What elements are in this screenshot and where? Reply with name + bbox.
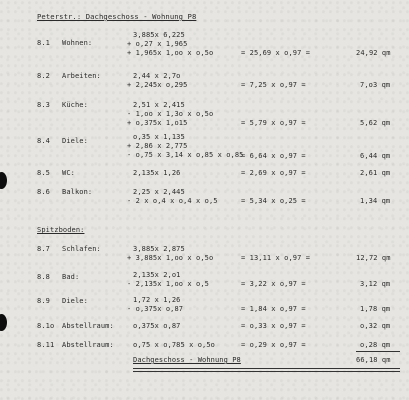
calc-line: 2,135x 1,26: [133, 169, 181, 177]
calc-result: = 25,69 x o,97 =: [241, 49, 311, 57]
room-number: 8.6: [37, 188, 50, 196]
calc-result: = 1,84 x o,97 =: [241, 305, 306, 313]
room-name: Schlafen:: [62, 245, 101, 253]
calc-line: o,75 x o,785 x o,5o: [133, 341, 215, 349]
total-area: 66,18 qm: [356, 356, 391, 364]
calc-line: o,375x o,87: [133, 322, 181, 330]
room-area: 3,12 qm: [360, 280, 391, 288]
room-name: Arbeiten:: [62, 72, 101, 80]
calc-line: + o,375x 1,o15: [127, 119, 188, 127]
calc-line: - 2,135x 1,oo x o,5: [127, 280, 209, 288]
calc-line: 2,25 x 2,445: [133, 188, 185, 196]
punch-hole: [0, 172, 7, 189]
section-heading: Spitzboden:: [37, 226, 85, 234]
room-name: Diele:: [62, 137, 88, 145]
room-name: WC:: [62, 169, 75, 177]
calc-result: = 6,64 x o,97 =: [241, 152, 306, 160]
room-number: 8.9: [37, 297, 50, 305]
total-label: Dachgeschoss - Wohnung P8: [133, 356, 241, 364]
calc-line: 3,885x 2,875: [133, 245, 185, 253]
room-area: 24,92 qm: [356, 49, 391, 57]
room-number: 8.5: [37, 169, 50, 177]
calc-line: 2,51 x 2,415: [133, 101, 185, 109]
room-number: 8.8: [37, 273, 50, 281]
calc-result: = 3,22 x o,97 =: [241, 280, 306, 288]
room-name: Wohnen:: [62, 39, 93, 47]
calc-line: + 1,965x 1,oo x o,5o: [127, 49, 214, 57]
calc-line: + 3,885x 1,oo x o,5o: [127, 254, 214, 262]
room-number: 8.1: [37, 39, 50, 47]
calc-result: = 2,69 x o,97 =: [241, 169, 306, 177]
calc-line: - o,75 x 3,14 x o,85 x o,85: [127, 151, 244, 159]
calc-result: = o,33 x o,97 =: [241, 322, 306, 330]
room-area: 1,78 qm: [360, 305, 391, 313]
calc-result: = 5,79 x o,97 =: [241, 119, 306, 127]
room-area: o,28 qm: [360, 341, 391, 349]
room-area: 1,34 qm: [360, 197, 391, 205]
room-area: 5,62 qm: [360, 119, 391, 127]
calc-line: 2,135x 2,o1: [133, 271, 181, 279]
calc-line: - o,375x o,87: [127, 305, 184, 313]
room-area: 6,44 qm: [360, 152, 391, 160]
room-name: Abstellraum:: [62, 341, 114, 349]
sum-rule: [356, 351, 400, 352]
document-title: Peterstr.: Dachgeschoss - Wohnung P8: [37, 12, 197, 21]
total-rule: [133, 368, 400, 369]
room-name: Abstellraum:: [62, 322, 114, 330]
room-name: Küche:: [62, 101, 88, 109]
calc-line: 3,885x 6,225: [133, 31, 185, 39]
calc-result: = 13,11 x o,97 =: [241, 254, 311, 262]
room-area: o,32 qm: [360, 322, 391, 330]
calc-result: = 5,34 x o,25 =: [241, 197, 306, 205]
room-name: Diele:: [62, 297, 88, 305]
calc-line: - 1,oo x 1,3o x o,5o: [127, 110, 214, 118]
room-number: 8.2: [37, 72, 50, 80]
room-number: 8.11: [37, 341, 55, 349]
room-area: 2,61 qm: [360, 169, 391, 177]
calc-result: = o,29 x o,97 =: [241, 341, 306, 349]
calc-line: + 2,86 x 2,775: [127, 142, 188, 150]
punch-hole: [0, 314, 7, 331]
room-number: 8.7: [37, 245, 50, 253]
room-number: 8.3: [37, 101, 50, 109]
room-number: 8.4: [37, 137, 50, 145]
calc-line: 1,72 x 1,26: [133, 296, 181, 304]
room-area: 7,o3 qm: [360, 81, 391, 89]
calc-line: 2,44 x 2,7o: [133, 72, 181, 80]
total-rule-double: [133, 371, 400, 372]
calc-line: o,35 x 1,135: [133, 133, 185, 141]
room-area: 12,72 qm: [356, 254, 391, 262]
calc-line: + o,27 x 1,965: [127, 40, 188, 48]
room-name: Balkon:: [62, 188, 93, 196]
room-name: Bad:: [62, 273, 80, 281]
calc-line: + 2,245x o,295: [127, 81, 188, 89]
calc-line: - 2 x o,4 x o,4 x o,5: [127, 197, 218, 205]
calc-result: = 7,25 x o,97 =: [241, 81, 306, 89]
room-number: 8.1o: [37, 322, 55, 330]
